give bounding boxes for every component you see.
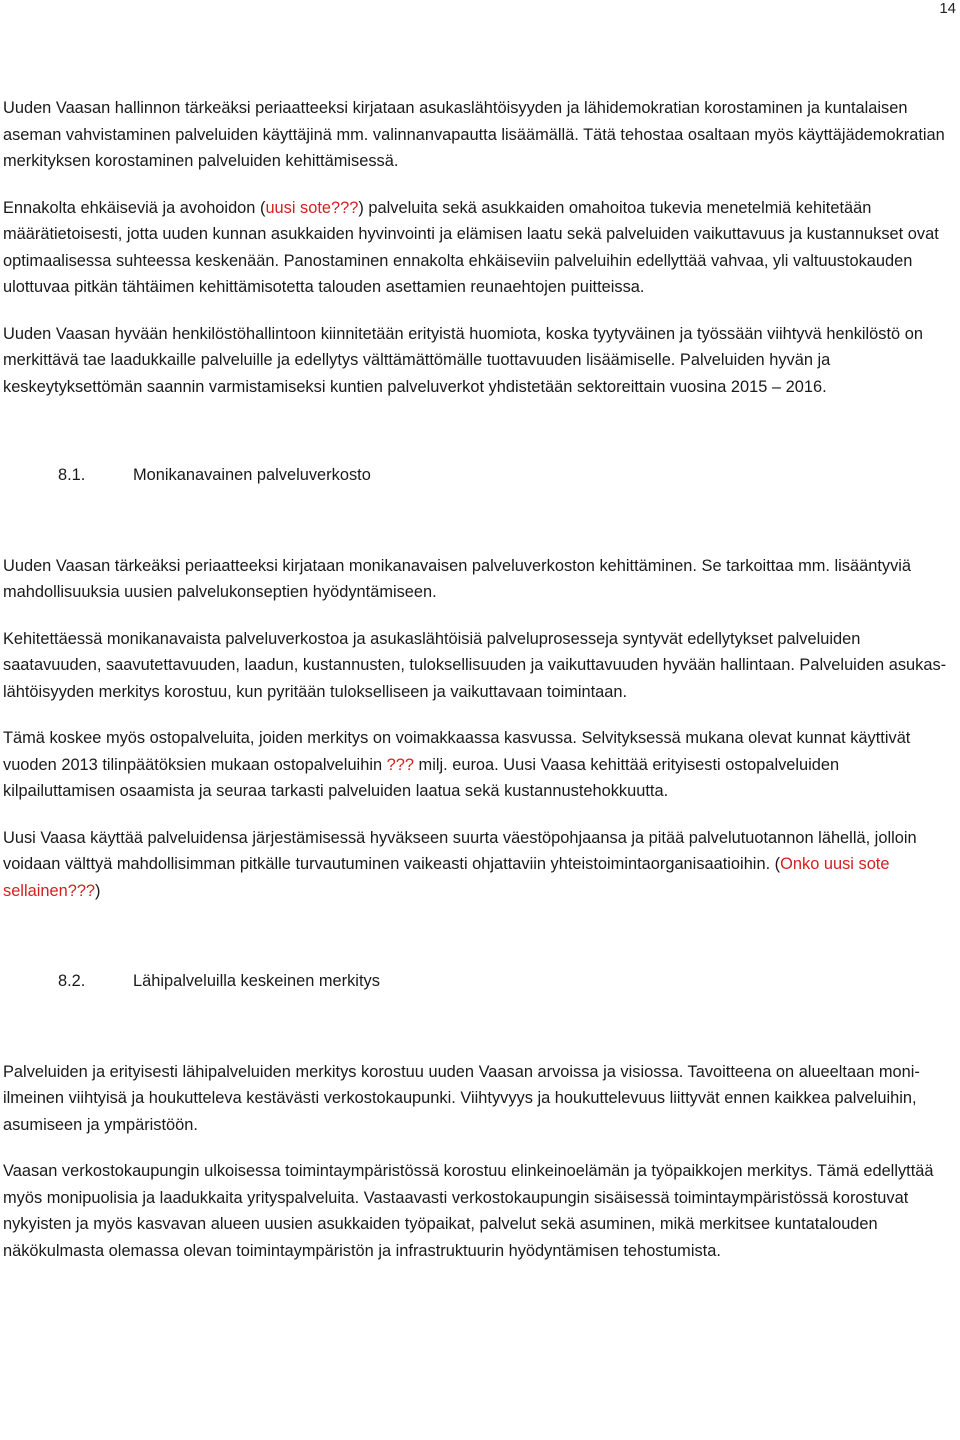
section-title-8-2: Lähipalveluilla keskeinen merkitys (133, 972, 380, 990)
sote-comment-highlight: Onko uusi sote sellainen??? (3, 855, 890, 900)
section-number-8-1: 8.1. (58, 466, 86, 484)
intro-paragraph-2-text-b: ) palveluita sekä asukkaiden omahoitoa tukevia menetelmiä kehitetään määrätietoisesti, jotta uuden kunnan asukkaiden hyvinvointi ja elämisen laatu sekä palveluiden vaikuttavuus ja kustannukset ovat optimaalisessa suhteessa keskenään. Panostaminen ennakolta ehkäiseviin palveluihin edellyttää vahvaa, yli valtuustokauden ulottuvaa pitkän tähtäimen kehittämisotetta talouden asettamien reunaehtojen puitteissa. (3, 198, 939, 296)
section-title-8-1: Monikanavainen palveluverkosto (133, 466, 371, 484)
intro-paragraph-2-text-a: Ennakolta ehkäiseviä ja avohoidon ( (3, 198, 266, 217)
sote-question-highlight: uusi sote??? (265, 198, 359, 217)
section-8-2-paragraph-2: Vaasan verkostokaupungin ulkoisessa toimintaympäristössä korostuu elinkeinoelämän ja työpaikkojen merkitys. Tämä edellyttää myös monipuolisia ja laadukkaita yrityspalveluita. Vastaavasti verkostokaupungin sisäisessä toimintaympäristössä korostuvat nykyisten ja myös kasvavan alueen uusien asukkaiden työpaikat, palvelut sekä asuminen, mikä merkitsee kuntatalouden näkökulmasta olemassa olevan toimintaympäristön ja infrastruktuurin hyödyntämisen tehostumista. (3, 1162, 934, 1260)
intro-paragraph-3: Uuden Vaasan hyvään henkilöstöhallintoon kiinnitetään erityistä huomiota, koska tyytyväinen ja työssään viihtyvä henkilöstö on merkittävä tae laadukkaille palveluille ja edellytys välttämättömälle tuottavuuden lisäämiselle. Palveluiden hyvän ja keskeytyksettömän saannin varmistamiseksi kuntien palveluverkot yhdistetään sektoreittain vuosina 2015 – 2016. (3, 324, 923, 396)
section-heading-8-1 (3, 462, 951, 489)
section-8-1-paragraph-4 (3, 825, 951, 905)
intro-paragraph-2 (3, 195, 951, 301)
intro-paragraph-1: Uuden Vaasan hallinnon tärkeäksi periaatteeksi kirjataan asukaslähtöisyyden ja lähidemokratian korostaminen ja kuntalaisen aseman vahvistaminen palveluiden käyttäjinä mm. valinnanvapautta lisäämällä. Tätä tehostaa osaltaan myös käyttäjädemokratian merkityksen korostaminen palveluiden kehittämisessä. (3, 99, 945, 170)
section-8-1-paragraph-2: Kehitettäessä monikanavaista palveluverkostoa ja asukaslähtöisiä palveluprosesseja syntyvät edellytykset palveluiden saatavuuden, saavutettavuuden, laadun, kustannusten, tuloksellisuuden ja vaikuttavuuden hyvään hallintaan. Palveluiden asukas-lähtöisyyden merkitys korostuu, kun pyritään tulokselliseen ja vaikuttavaan toimintaan. (3, 629, 947, 701)
section-8-2-paragraph-1: Palveluiden ja erityisesti lähipalveluiden merkitys korostuu uuden Vaasan arvoissa ja visiossa. Tavoitteena on alueeltaan moni-ilmeinen viihtyisä ja houkutteleva kestävästi verkostokaupunki. Viihtyvyys ja houkuttelevuus liittyvät ennen kaikkea palveluihin, asumiseen ja ympäristöön. (3, 1062, 920, 1134)
section-number-8-2: 8.2. (58, 972, 86, 990)
amount-question-highlight: ??? (386, 755, 414, 774)
document-body (3, 95, 951, 1284)
section-heading-8-2 (3, 968, 951, 995)
section-8-1-paragraph-4-text-b: ) (95, 881, 101, 900)
section-8-1-paragraph-3 (3, 725, 951, 805)
section-8-1-paragraph-3-text-a: Tämä koskee myös ostopalveluita, joiden merkitys on voimakkaassa kasvussa. Selvityksessä mukana olevat kunnat käyttivät vuoden 2013 tilinpäätöksien mukaan ostopalveluihin (3, 729, 911, 774)
section-8-1-paragraph-1: Uuden Vaasan tärkeäksi periaatteeksi kirjataan monikanavaisen palveluverkoston kehittäminen. Se tarkoittaa mm. lisääntyviä mahdollisuuksia uusien palvelukonseptien hyödyntämiseen. (3, 556, 912, 601)
section-8-1-paragraph-3-text-b: milj. euroa. Uusi Vaasa kehittää erityisesti ostopalveluiden kilpailuttamisen osaamista ja seuraa tarkasti palveluiden laatua sekä kustannustehokkuutta. (3, 755, 840, 800)
page-number: 14 (939, 0, 956, 17)
section-8-1-paragraph-4-text-a: Uusi Vaasa käyttää palveluidensa järjestämisessä hyväkseen suurta väestöpohjaansa ja pitää palvelutuotannon lähellä, jolloin voidaan välttyä mahdollisimman pitkälle turvautuminen vaikeasti ohjattaviin yhteistoimintaorganisaatioihin. ( (3, 828, 917, 873)
